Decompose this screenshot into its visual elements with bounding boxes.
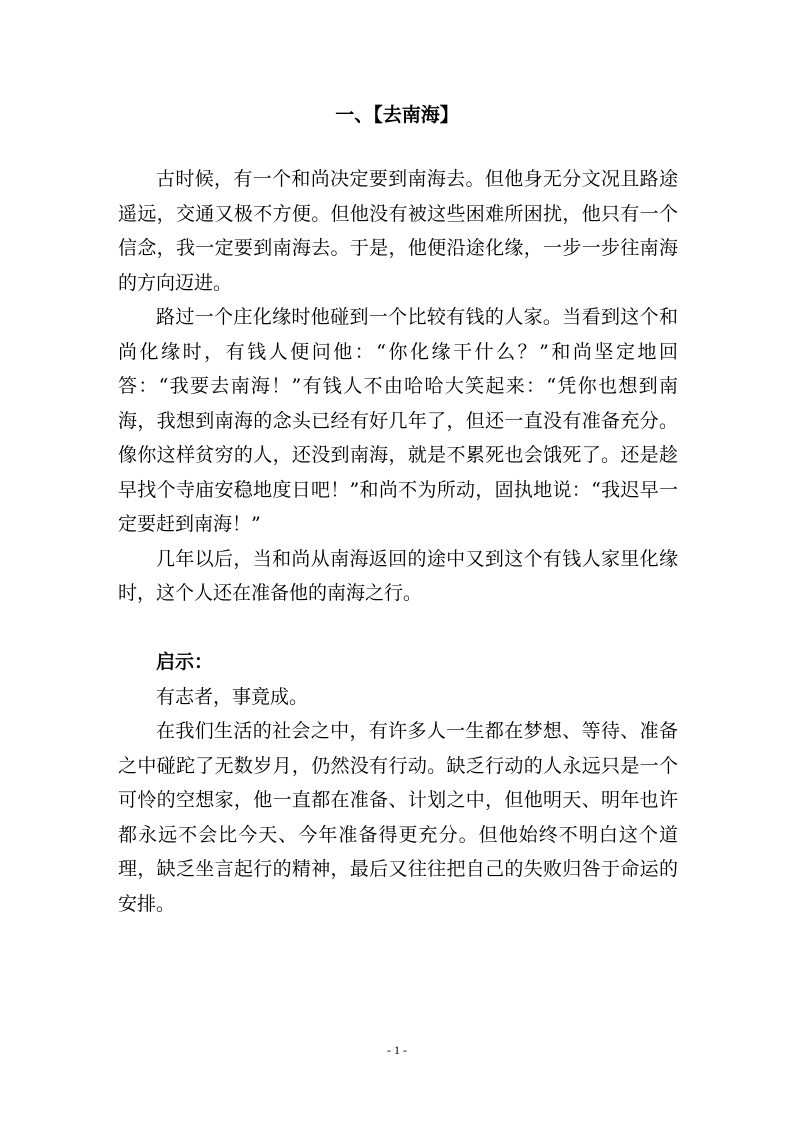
insight-heading: 启示： xyxy=(156,651,214,673)
insight-paragraph: 在我们生活的社会之中，有许多人一生都在梦想、等待、准备之中碰跎了无数岁月，仍然没有行动。缺乏行动的人永远只是一个可怜的空想家，他一直都在准备、计划之中，但他明天、明年也许都永远不会比今天、今年准备得更充分。但他始终不明白这个道理，缺乏坐言起行的精神，最后又往往把自己的失败归咎于命运的安排。 xyxy=(118,720,678,915)
story-paragraph: 古时候，有一个和尚决定要到南海去。但他身无分文况且路途遥远，交通又极不方便。但他没有被这些困难所困扰，他只有一个信念，我一定要到南海去。于是，他便沿途化缘，一步一步往南海的方向迈进。 xyxy=(118,168,678,294)
page-number: - 1 - xyxy=(387,1043,407,1057)
story-paragraph: 路过一个庄化缘时他碰到一个比较有钱的人家。当看到这个和尚化缘时，有钱人便问他：“你化缘干什么？”和尚坚定地回答：“我要去南海！”有钱人不由哈哈大笑起来：“凭你也想到南海，我想到南海的念头已经有好几年了，但还一直没有准备充分。像你这样贫穷的人，还没到南海，就是不累死也会饿死了。还是趁早找个寺庙安稳地度日吧！”和尚不为所动，固执地说：“我迟早一定要赶到南海！” xyxy=(118,306,678,535)
document-body xyxy=(118,162,678,921)
document-title: 一、【去南海】 xyxy=(335,104,459,126)
insight-paragraph: 有志者，事竟成。 xyxy=(156,685,309,708)
section-spacer xyxy=(118,611,678,646)
story-paragraph: 几年以后，当和尚从南海返回的途中又到这个有钱人家里化缘时，这个人还在准备他的南海之行。 xyxy=(118,547,678,604)
